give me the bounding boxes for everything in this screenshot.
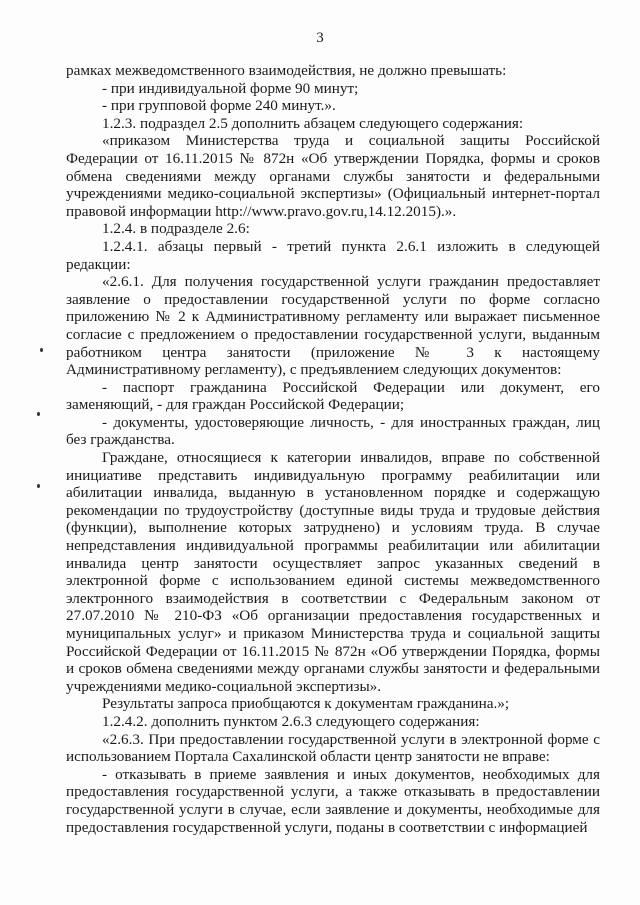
paragraph: 1.2.4.1. абзацы первый - третий пункта 2.6.1 изложить в следующей редакции: <box>66 237 600 273</box>
paragraph: 1.2.4.2. дополнить пунктом 2.6.3 следующего содержания: <box>102 712 480 730</box>
paragraph: Граждане, относящиеся к категории инвалидов, вправе по собственной инициативе представить индивидуальную программу реабилитации или абилитации инвалида, выданную в установленном порядке и содержащую рекомендации по трудоустройству (доступные виды труда и трудовые действия (функции), выполнение которых затруднено) и условиям труда. В случае непредставления индивидуальной программы реабилитации или абилитации инвалида центр занятости осуществляет запрос указанных сведений в электронной форме с использованием единой системы межведомственного электронного взаимодействия в соответствии с Федеральным законом от 27.07.2010 № 210-ФЗ «Об организации предоставления государственных и муниципальных услуг» и приказом Министерства труда и социальной защиты Российской Федерации от 16.11.2015 № 872н «Об утверждении Порядка, формы и сроков обмена сведениями между органами службы занятости и федеральными учреждениями медико-социальной экспертизы». <box>66 449 600 695</box>
paragraph: 1.2.4. в подразделе 2.6: <box>102 220 250 238</box>
scan-speck <box>37 484 40 488</box>
paragraph: «приказом Министерства труда и социальной защиты Российской Федерации от 16.11.2015 № 872н «Об утверждении Порядка, формы и сроков обмена сведениями между органами службы занятости и федеральными учреждениями медико-социальной экспертизы» (Официальный интернет-портал правовой информации http://www.pravo.gov.ru,14.12.2015).». <box>66 132 600 220</box>
paragraph: - документы, удостоверяющие личность, - для иностранных граждан, лиц без гражданства. <box>66 413 600 449</box>
paragraph: «2.6.3. При предоставлении государственной услуги в электронной форме с использованием Портала Сахалинской области центр занятости не вправе: <box>66 730 600 766</box>
paragraph: - паспорт гражданина Российской Федерации или документ, его заменяющий, - для граждан Российской Федерации; <box>66 378 600 414</box>
document-body <box>66 62 600 836</box>
page-number: 3 <box>316 30 324 46</box>
paragraph: - при индивидуальной форме 90 минут; <box>102 79 359 97</box>
scan-speck <box>37 412 40 416</box>
paragraph: 1.2.3. подраздел 2.5 дополнить абзацем следующего содержания: <box>102 114 524 132</box>
paragraph: Результаты запроса приобщаются к документам гражданина.»; <box>102 695 510 713</box>
paragraph: - при групповой форме 240 минут.». <box>102 97 336 115</box>
scan-speck <box>40 348 43 352</box>
paragraph: - отказывать в приеме заявления и иных документов, необходимых для предоставления государственной услуги, а также отказывать в предоставлении государственной услуги в случае, если заявление и документы, необходимые для предоставления государственной услуги, поданы в соответствии с информацией <box>66 765 600 836</box>
paragraph: «2.6.1. Для получения государственной услуги гражданин предоставляет заявление о предоставлении государственной услуги по форме согласно приложению № 2 к Административному регламенту или выражает письменное согласие с предложением о предоставлении государственной услуги, выданным работником центра занятости (приложение № 3 к настоящему Административному регламенту), с предъявлением следующих документов: <box>66 273 600 379</box>
paragraph: рамках межведомственного взаимодействия, не должно превышать: <box>66 62 507 79</box>
